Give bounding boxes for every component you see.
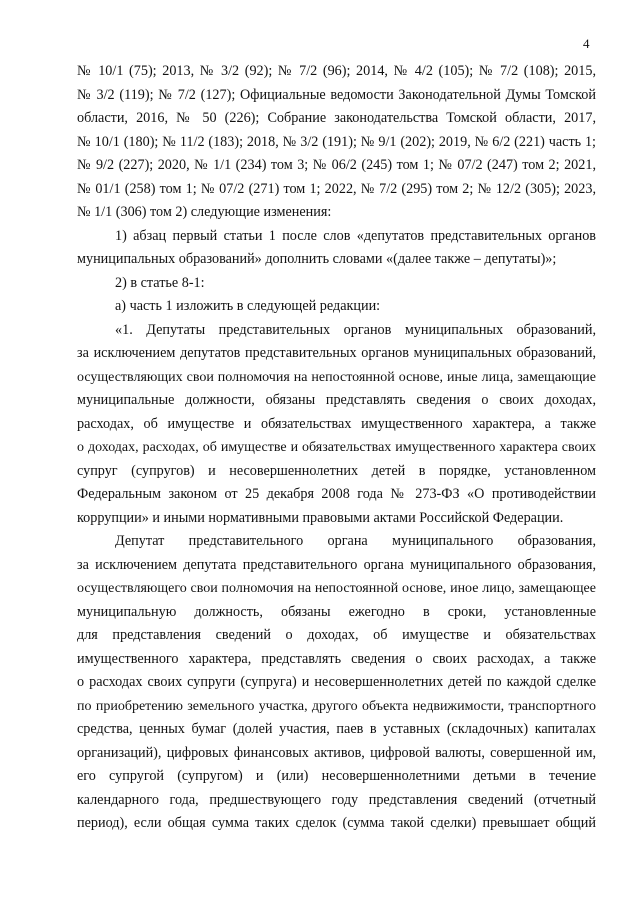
text-line: муниципальные должности, обязаны представлять сведения о своих доходах, <box>77 392 596 408</box>
text-line: муниципальных образований» дополнить словами «(далее также – депутаты)»; <box>77 251 557 267</box>
text-line: 1) абзац первый статьи 1 после слов «депутатов представительных органов <box>115 227 596 244</box>
text-line: области, 2016, № 50 (226); Собрание законодательства Томской области, 2017, <box>77 110 596 126</box>
text-line: осуществляющих свои полномочия на непостоянной основе, иные лица, замещающие <box>77 369 596 385</box>
text-line: № 3/2 (119); № 7/2 (127); Официальные ведомости Законодательной Думы Томской <box>77 86 596 103</box>
text-line: за исключением депутатов представительных органов муниципальных образований, <box>77 345 596 361</box>
text-line: организаций), цифровых финансовых активов, цифровой валюты, совершенной им, <box>77 744 596 761</box>
text-line: Федеральным законом от 25 декабря 2008 года № 273-ФЗ «О противодействии <box>77 486 596 502</box>
text-line: имущественного характера, представлять сведения о своих расходах, а также <box>77 650 596 667</box>
text-line: № 10/1 (75); 2013, № 3/2 (92); № 7/2 (96); 2014, № 4/2 (105); № 7/2 (108); 2015, <box>77 63 596 79</box>
text-line: по приобретению земельного участка, другого объекта недвижимости, транспортного <box>77 698 596 714</box>
text-line: за исключением депутата представительного органа муниципального образования, <box>77 556 596 573</box>
text-line: супруг (супругов) и несовершеннолетних детей в порядке, установленном <box>77 462 596 479</box>
text-line: о расходах своих супруги (супруга) и несовершеннолетних детей по каждой сделке <box>77 674 596 690</box>
document-body <box>77 60 596 836</box>
text-line: № 1/1 (306) том 2) следующие изменения: <box>77 204 332 220</box>
text-line: календарного года, предшествующего году представления сведений (отчетный <box>77 791 596 808</box>
text-line: Депутат представительного органа муниципального образования, <box>115 533 596 549</box>
text-line: средства, ценных бумаг (долей участия, паев в уставных (складочных) капиталах <box>77 721 596 737</box>
text-line: для представления сведений о доходах, об имуществе и обязательствах <box>77 627 596 643</box>
text-line: расходах, об имуществе и обязательствах имущественного характера, а также <box>77 415 596 432</box>
text-line: № 10/1 (180); № 11/2 (183); 2018, № 3/2 (191); № 9/1 (202); 2019, № 6/2 (221) часть 1; <box>77 133 596 150</box>
text-line: № 9/2 (227); 2020, № 1/1 (234) том 3; № 06/2 (245) том 1; № 07/2 (247) том 2; 2021, <box>77 157 596 173</box>
text-line: «1. Депутаты представительных органов муниципальных образований, <box>115 321 596 338</box>
text-line: муниципальную должность, обязаны ежегодно в сроки, установленные <box>77 603 596 620</box>
text-line: 2) в статье 8-1: <box>115 274 205 291</box>
page-number: 4 <box>583 36 590 51</box>
text-line: коррупции» и иными нормативными правовыми актами Российской Федерации. <box>77 509 564 526</box>
text-line: осуществляющего свои полномочия на непостоянной основе, иное лицо, замещающее <box>77 581 596 596</box>
text-line: его супругой (супругом) и (или) несовершеннолетними детьми в течение <box>77 768 596 784</box>
text-line: о доходах, расходах, об имуществе и обязательствах имущественного характера своих <box>77 440 596 455</box>
text-line: а) часть 1 изложить в следующей редакции: <box>115 298 381 314</box>
text-line: период), если общая сумма таких сделок (сумма такой сделки) превышает общий <box>77 815 596 831</box>
text-line: № 01/1 (258) том 1; № 07/2 (271) том 1; 2022, № 7/2 (295) том 2; № 12/2 (305); 2023, <box>77 180 596 197</box>
